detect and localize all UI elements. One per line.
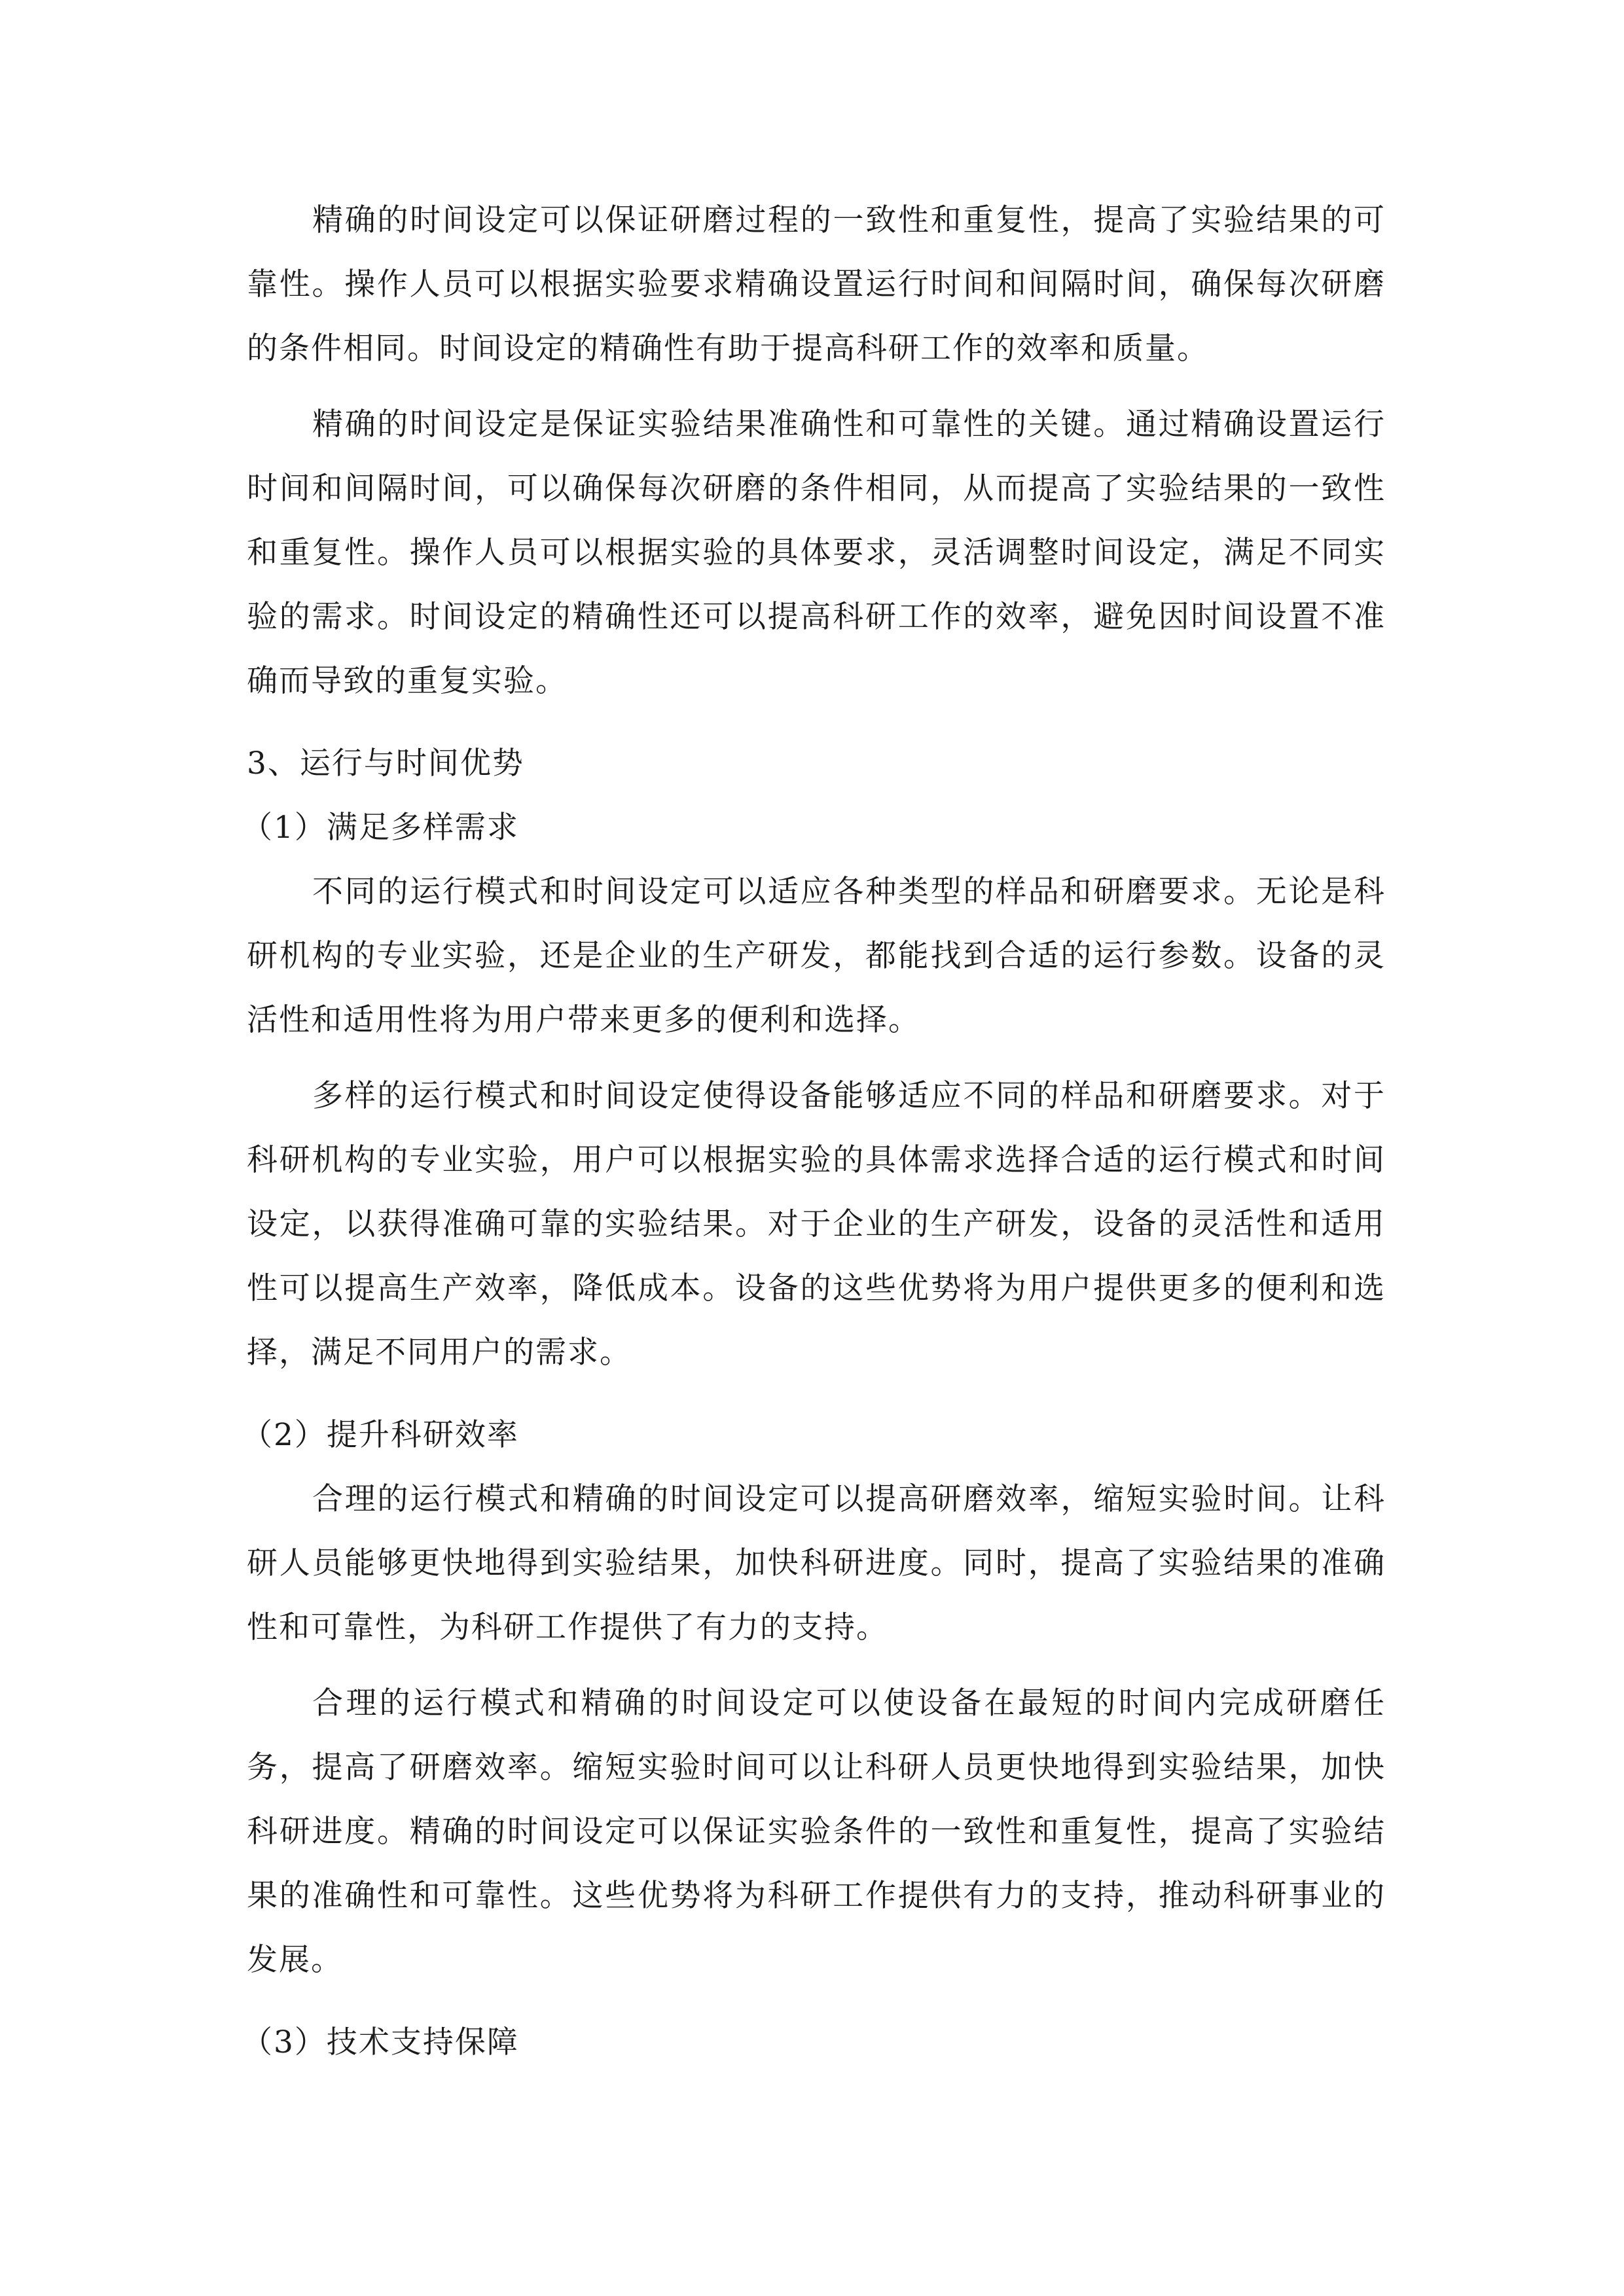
section-heading-running-time-advantages: 3、运行与时间优势 — [247, 745, 524, 781]
subheading-diverse-needs: （1）满足多样需求 — [242, 810, 519, 846]
paragraph-diverse-needs-1: 不同的运行模式和时间设定可以适应各种类型的样品和研磨要求。无论是科研机构的专业实验，还是企业的生产研发，都能找到合适的运行参数。设备的灵活性和适用性将为用户带来更多的便利和选择。 — [247, 874, 1386, 1038]
subheading-technical-support: （3）技术支持保障 — [242, 2024, 519, 2060]
subheading-research-efficiency: （2）提升科研效率 — [242, 1417, 519, 1453]
paragraph-research-efficiency-1: 合理的运行模式和精确的时间设定可以提高研磨效率，缩短实验时间。让科研人员能够更快地得到实验结果，加快科研进度。同时，提高了实验结果的准确性和可靠性，为科研工作提供了有力的支持。 — [247, 1481, 1386, 1645]
document-body — [242, 188, 1386, 2075]
paragraph-time-setting-reliability: 精确的时间设定可以保证研磨过程的一致性和重复性，提高了实验结果的可靠性。操作人员可以根据实验要求精确设置运行时间和间隔时间，确保每次研磨的条件相同。时间设定的精确性有助于提高科研工作的效率和质量。 — [247, 202, 1386, 367]
paragraph-diverse-needs-2: 多样的运行模式和时间设定使得设备能够适应不同的样品和研磨要求。对于科研机构的专业实验，用户可以根据实验的具体需求选择合适的运行模式和时间设定，以获得准确可靠的实验结果。对于企业的生产研发，设备的灵活性和适用性可以提高生产效率，降低成本。设备的这些优势将为用户提供更多的便利和选择，满足不同用户的需求。 — [247, 1078, 1386, 1371]
paragraph-time-setting-key: 精确的时间设定是保证实验结果准确性和可靠性的关键。通过精确设置运行时间和间隔时间，可以确保每次研磨的条件相同，从而提高了实验结果的一致性和重复性。操作人员可以根据实验的具体要求，灵活调整时间设定，满足不同实验的需求。时间设定的精确性还可以提高科研工作的效率，避免因时间设置不准确而导致的重复实验。 — [247, 406, 1386, 699]
paragraph-research-efficiency-2: 合理的运行模式和精确的时间设定可以使设备在最短的时间内完成研磨任务，提高了研磨效率。缩短实验时间可以让科研人员更快地得到实验结果，加快科研进度。精确的时间设定可以保证实验条件的一致性和重复性，提高了实验结果的准确性和可靠性。这些优势将为科研工作提供有力的支持，推动科研事业的发展。 — [247, 1685, 1386, 1978]
